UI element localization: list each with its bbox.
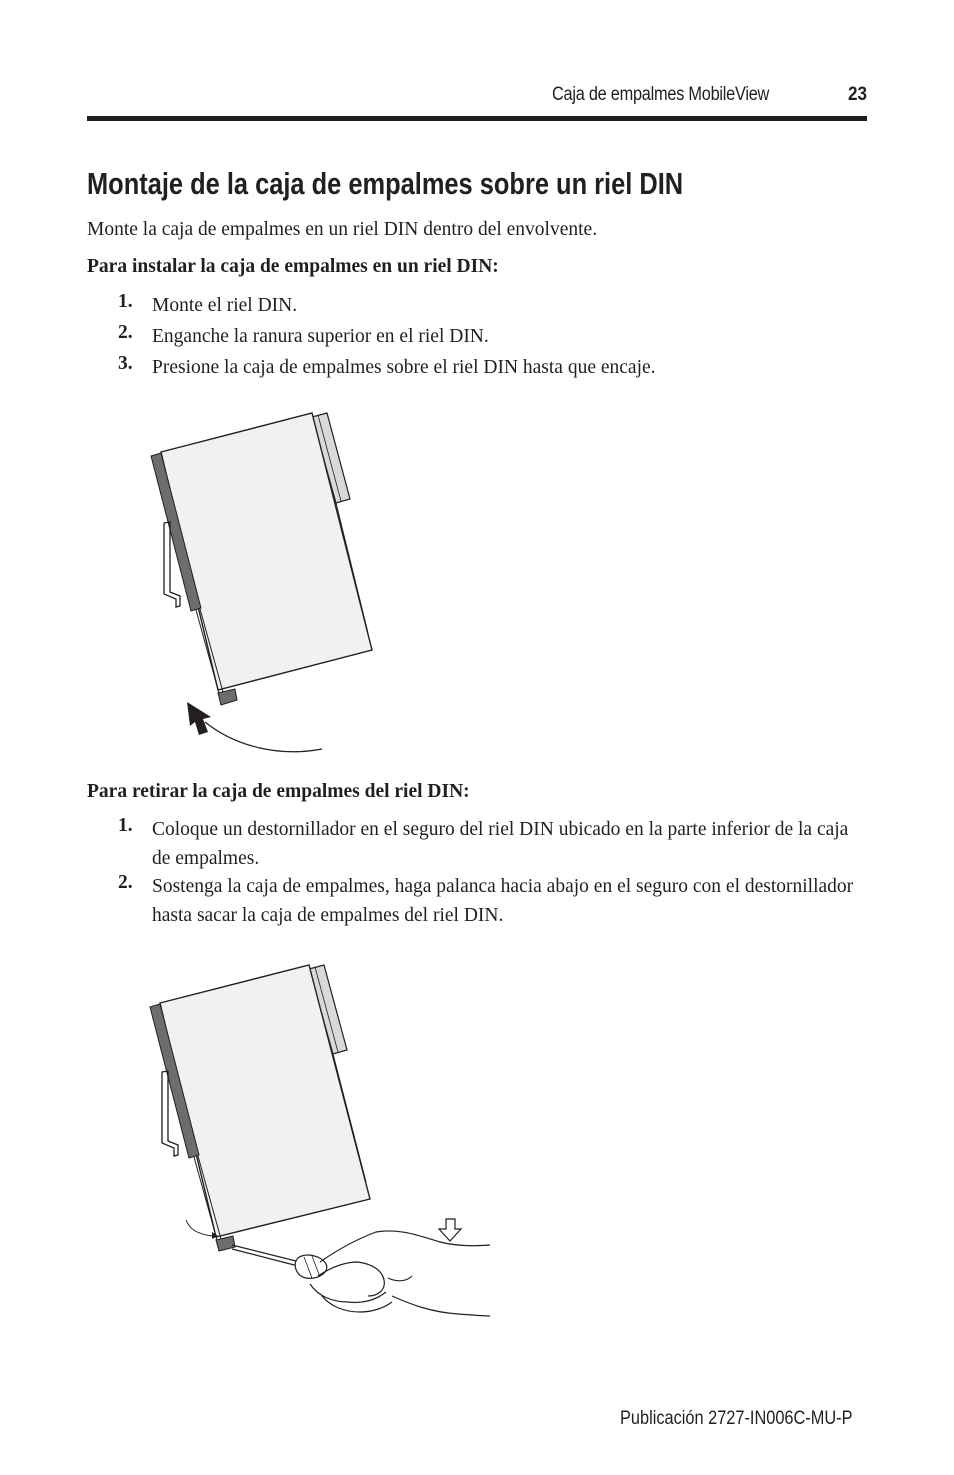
step-number: 2. — [118, 872, 133, 893]
junction-box — [161, 413, 372, 690]
screwdriver-shaft — [232, 1245, 300, 1262]
hand-outline — [320, 1231, 490, 1262]
latch-pointer-arrow — [186, 1220, 212, 1236]
install-heading: Para instalar la caja de empalmes en un riel DIN: — [87, 256, 499, 277]
step-text: Monte el riel DIN. — [152, 295, 298, 316]
arrow-head-icon — [187, 702, 211, 735]
step-text: Presione la caja de empalmes sobre el riel DIN hasta que encaje. — [152, 357, 656, 378]
section-title: Montaje de la caja de empalmes sobre un riel DIN — [87, 166, 684, 201]
publication-footer: Publicación 2727-IN006C-MU-P — [620, 1408, 853, 1429]
step-text: Sostenga la caja de empalmes, haga palanca hacia abajo en el seguro con el destornillador hasta sacar la caja de empalmes del riel DIN. — [152, 876, 854, 926]
step-number: 1. — [118, 815, 133, 836]
step-number: 1. — [118, 291, 133, 312]
remove-heading: Para retirar la caja de empalmes del riel DIN: — [87, 781, 470, 802]
junction-box — [160, 965, 370, 1237]
intro-paragraph: Monte la caja de empalmes en un riel DIN dentro del envolvente. — [87, 219, 598, 240]
page-number: 23 — [848, 84, 868, 105]
step-number: 3. — [118, 353, 133, 374]
step-number: 2. — [118, 322, 133, 343]
down-arrow-icon — [439, 1219, 461, 1241]
step-text: Coloque un destornillador en el seguro del riel DIN ubicado en la parte inferior de la caja de empalmes. — [152, 819, 849, 869]
step-text: Enganche la ranura superior en el riel DIN. — [152, 326, 489, 347]
press-direction-arrow — [205, 722, 322, 752]
running-header-title: Caja de empalmes MobileView — [552, 84, 770, 105]
remove-figure — [150, 965, 490, 1316]
install-figure — [151, 413, 372, 752]
din-latch — [218, 689, 237, 705]
